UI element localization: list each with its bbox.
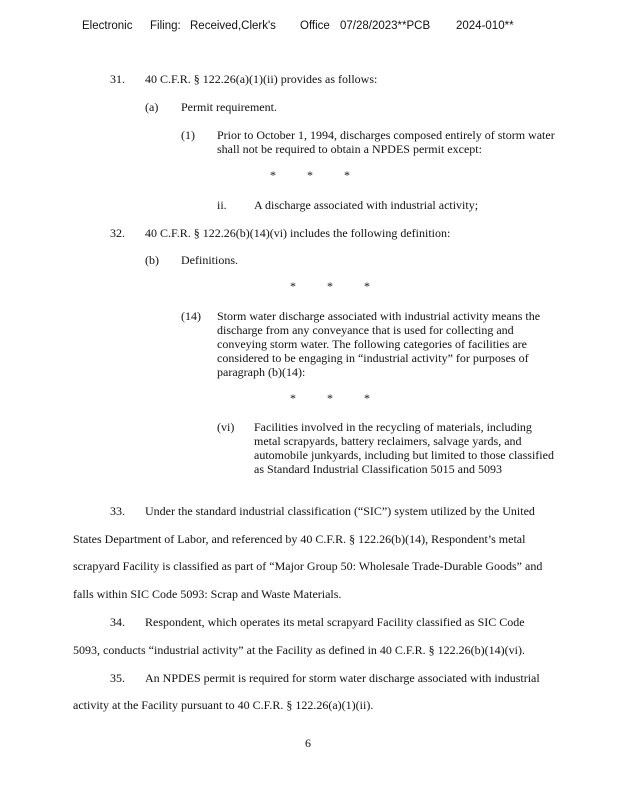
paragraph-number-32: 32. (110, 226, 125, 240)
item-1-text: Prior to October 1, 1994, discharges composed entirely of storm water shall not be required to obtain a NPDES permit except: (217, 128, 555, 156)
paragraph-31-text: 40 C.F.R. § 122.26(a)(1)(ii) provides as follows: (145, 72, 378, 86)
paragraph-32-text: 40 C.F.R. § 122.26(b)(14)(vi) includes the following definition: (145, 226, 451, 240)
item-vi-label: (vi) (217, 420, 235, 434)
paragraph-33-line-1: Under the standard industrial classification (“SIC”) system utilized by the United (145, 504, 535, 518)
header-case: 2024-010** (456, 20, 514, 32)
page-number: 6 (305, 736, 311, 750)
subsection-a-label: (a) (145, 100, 159, 114)
header-filing: Filing: (150, 20, 181, 32)
paragraph-number-31: 31. (110, 72, 125, 86)
paragraph-33-line-4: falls within SIC Code 5093: Scrap and Waste Materials. (73, 587, 342, 601)
header-date: 07/28/2023**PCB (340, 20, 431, 32)
ellipsis-stars-1: * * * (270, 168, 350, 182)
paragraph-34-line-1: Respondent, which operates its metal scrapyard Facility classified as SIC Code (145, 615, 525, 629)
subsection-b-label: (b) (145, 253, 159, 267)
paragraph-number-34: 34. (110, 615, 125, 629)
filing-stamp-header (0, 20, 618, 38)
subsection-b-heading: Definitions. (181, 253, 238, 267)
subsection-a-heading: Permit requirement. (181, 100, 277, 114)
item-1-label: (1) (181, 128, 195, 142)
item-ii-text: A discharge associated with industrial activity; (254, 198, 479, 212)
header-electronic: Electronic (82, 20, 133, 32)
item-14-text: Storm water discharge associated with industrial activity means the discharge from any conveyance that is used for collecting and conveying storm water. The following categories of facilities are considered to be engaging in “industrial activity” for purposes of paragraph (b)(14): (217, 309, 541, 379)
item-ii-label: ii. (217, 198, 227, 212)
paragraph-33-line-3: scrapyard Facility is classified as part of “Major Group 50: Wholesale Trade-Durable Goods” and (73, 559, 543, 573)
paragraph-number-35: 35. (110, 671, 125, 685)
paragraph-35-line-2: activity at the Facility pursuant to 40 C.F.R. § 122.26(a)(1)(ii). (73, 698, 374, 712)
paragraph-34-line-2: 5093, conducts “industrial activity” at the Facility as defined in 40 C.F.R. § 122.26(b)(14)(vi). (73, 643, 525, 657)
ellipsis-stars-2: * * * (290, 279, 370, 293)
paragraph-35-line-1: An NPDES permit is required for storm water discharge associated with industrial (145, 671, 540, 685)
paragraph-number-33: 33. (110, 504, 125, 518)
header-received: Received,Clerk's (190, 20, 276, 32)
ellipsis-stars-3: * * * (290, 391, 370, 405)
paragraph-33-line-2: States Department of Labor, and referenced by 40 C.F.R. § 122.26(b)(14), Respondent’s metal (73, 532, 526, 546)
item-vi-text: Facilities involved in the recycling of materials, including metal scrapyards, battery reclaimers, salvage yards, and automobile junkyards, including but limited to those classified as Standard Industrial Classification 5015 and 5093 (254, 420, 554, 476)
header-office: Office (300, 20, 330, 32)
item-14-label: (14) (181, 309, 201, 323)
